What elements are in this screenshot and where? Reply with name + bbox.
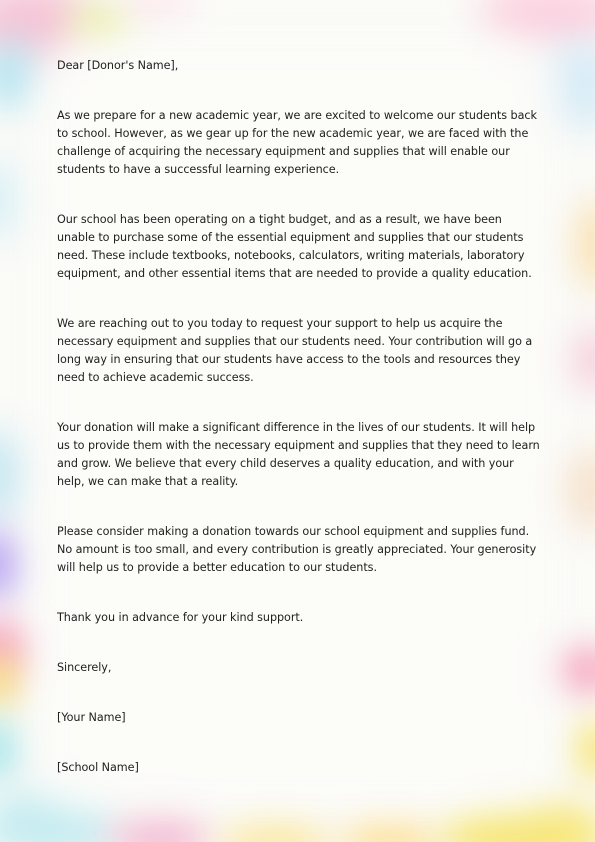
paragraph-intro: As we prepare for a new academic year, we are excited to welcome our students back to school. However, as we gear up for the new academic year, we are faced with the challenge of acquiring the necessary equipment and supplies that will enable our students to have a successful learning experience. xyxy=(57,109,537,176)
paragraph-appeal: Please consider making a donation towards our school equipment and supplies fund. No amount is too small, and every contribution is greatly appreciated. Your generosity will help us to provide a better education to our students. xyxy=(57,525,537,574)
signer-name: [Your Name] xyxy=(57,711,126,724)
paragraph-request: We are reaching out to you today to request your support to help us acquire the necessary equipment and supplies that our students need. Your contribution will go a long way in ensuring that our students have access to the tools and resources they need to achieve academic success. xyxy=(57,317,533,384)
thanks-line: Thank you in advance for your kind support. xyxy=(57,611,304,624)
paragraph-impact: Your donation will make a significant difference in the lives of our students. It will help us to provide them with the necessary equipment and supplies that they need to learn and grow. We believe that every child deserves a quality education, and with your help, we can make that a reality. xyxy=(57,421,540,488)
closing: Sincerely, xyxy=(57,661,112,674)
paragraph-budget: Our school has been operating on a tight budget, and as a result, we have been unable to purchase some of the essential equipment and supplies that our students need. These include textbooks, notebooks, calculators, writing materials, laboratory equipment, and other essential items that are needed to provide a quality education. xyxy=(57,213,532,280)
school-name: [School Name] xyxy=(57,761,139,774)
letter-body xyxy=(57,57,543,809)
salutation: Dear [Donor's Name], xyxy=(57,59,179,72)
